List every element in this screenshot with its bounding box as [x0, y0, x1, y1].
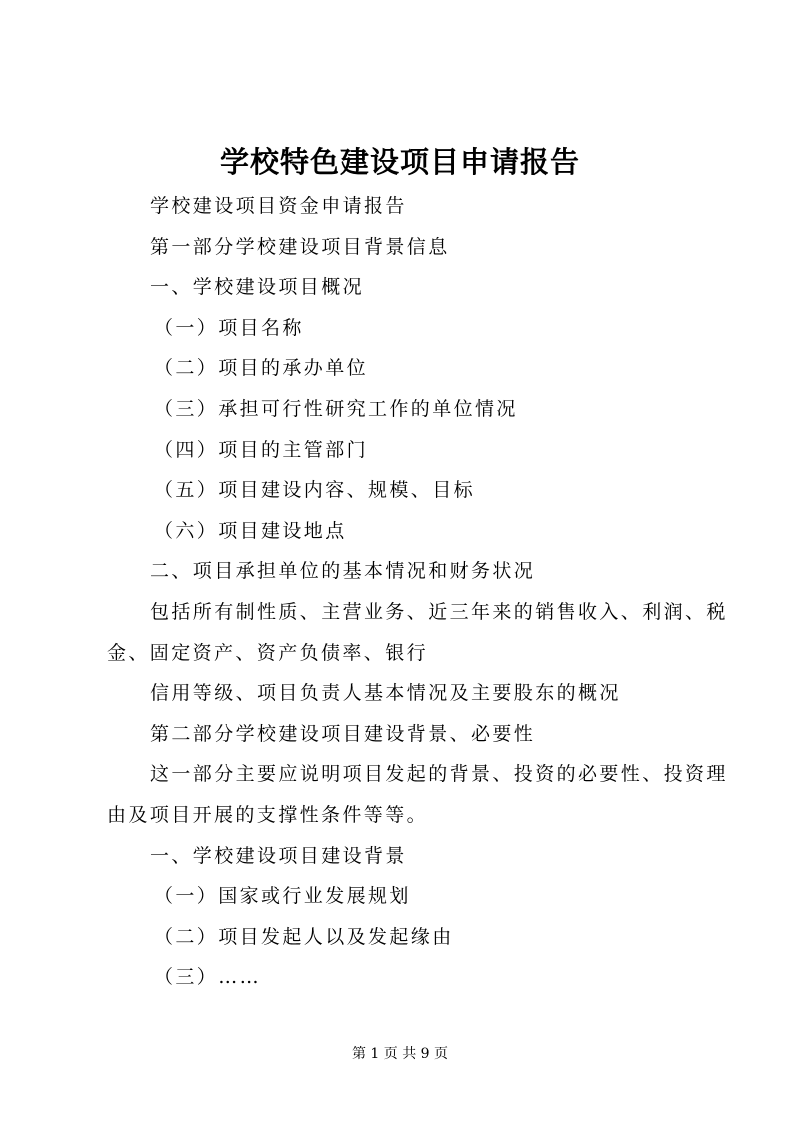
list-item-feasibility-unit: （三）承担可行性研究工作的单位情况: [154, 397, 518, 420]
document-title: 学校特色建设项目申请报告: [219, 145, 580, 179]
list-item-location: （六）项目建设地点: [154, 519, 347, 542]
list-item-undertaking-unit: （二）项目的承办单位: [154, 357, 369, 380]
paragraph-part-two-description: 这一部分主要应说明项目发起的背景、投资的必要性、投资理由及项目开展的支撑性条件等等。: [107, 763, 728, 826]
list-item-national-plan: （一）国家或行业发展规划: [154, 885, 411, 908]
heading-part-two: 第二部分学校建设项目建设背景、必要性: [150, 722, 536, 745]
heading-construction-background: 一、学校建设项目建设背景: [150, 844, 407, 867]
list-item-ellipsis: （三）……: [154, 966, 262, 989]
list-item-project-name: （一）项目名称: [154, 316, 304, 339]
page-number-footer: 第 1 页 共 9 页: [351, 1046, 449, 1062]
paragraph-ownership-details: 包括所有制性质、主营业务、近三年来的销售收入、利润、税金、固定资产、资产负债率、银行: [107, 600, 728, 664]
list-item-supervising-dept: （四）项目的主管部门: [154, 438, 369, 461]
paragraph-funding-report: 学校建设项目资金申请报告: [150, 195, 407, 217]
paragraph-credit-rating: 信用等级、项目负责人基本情况及主要股东的概况: [150, 682, 621, 705]
heading-basic-financial-status: 二、项目承担单位的基本情况和财务状况: [150, 560, 536, 583]
heading-part-one: 第一部分学校建设项目背景信息: [150, 235, 450, 258]
heading-project-overview: 一、学校建设项目概况: [150, 276, 365, 299]
list-item-content-scale-goal: （五）项目建设内容、规模、目标: [154, 479, 476, 502]
document-body: [107, 186, 735, 998]
list-item-initiator: （二）项目发起人以及发起缘由: [154, 925, 454, 948]
